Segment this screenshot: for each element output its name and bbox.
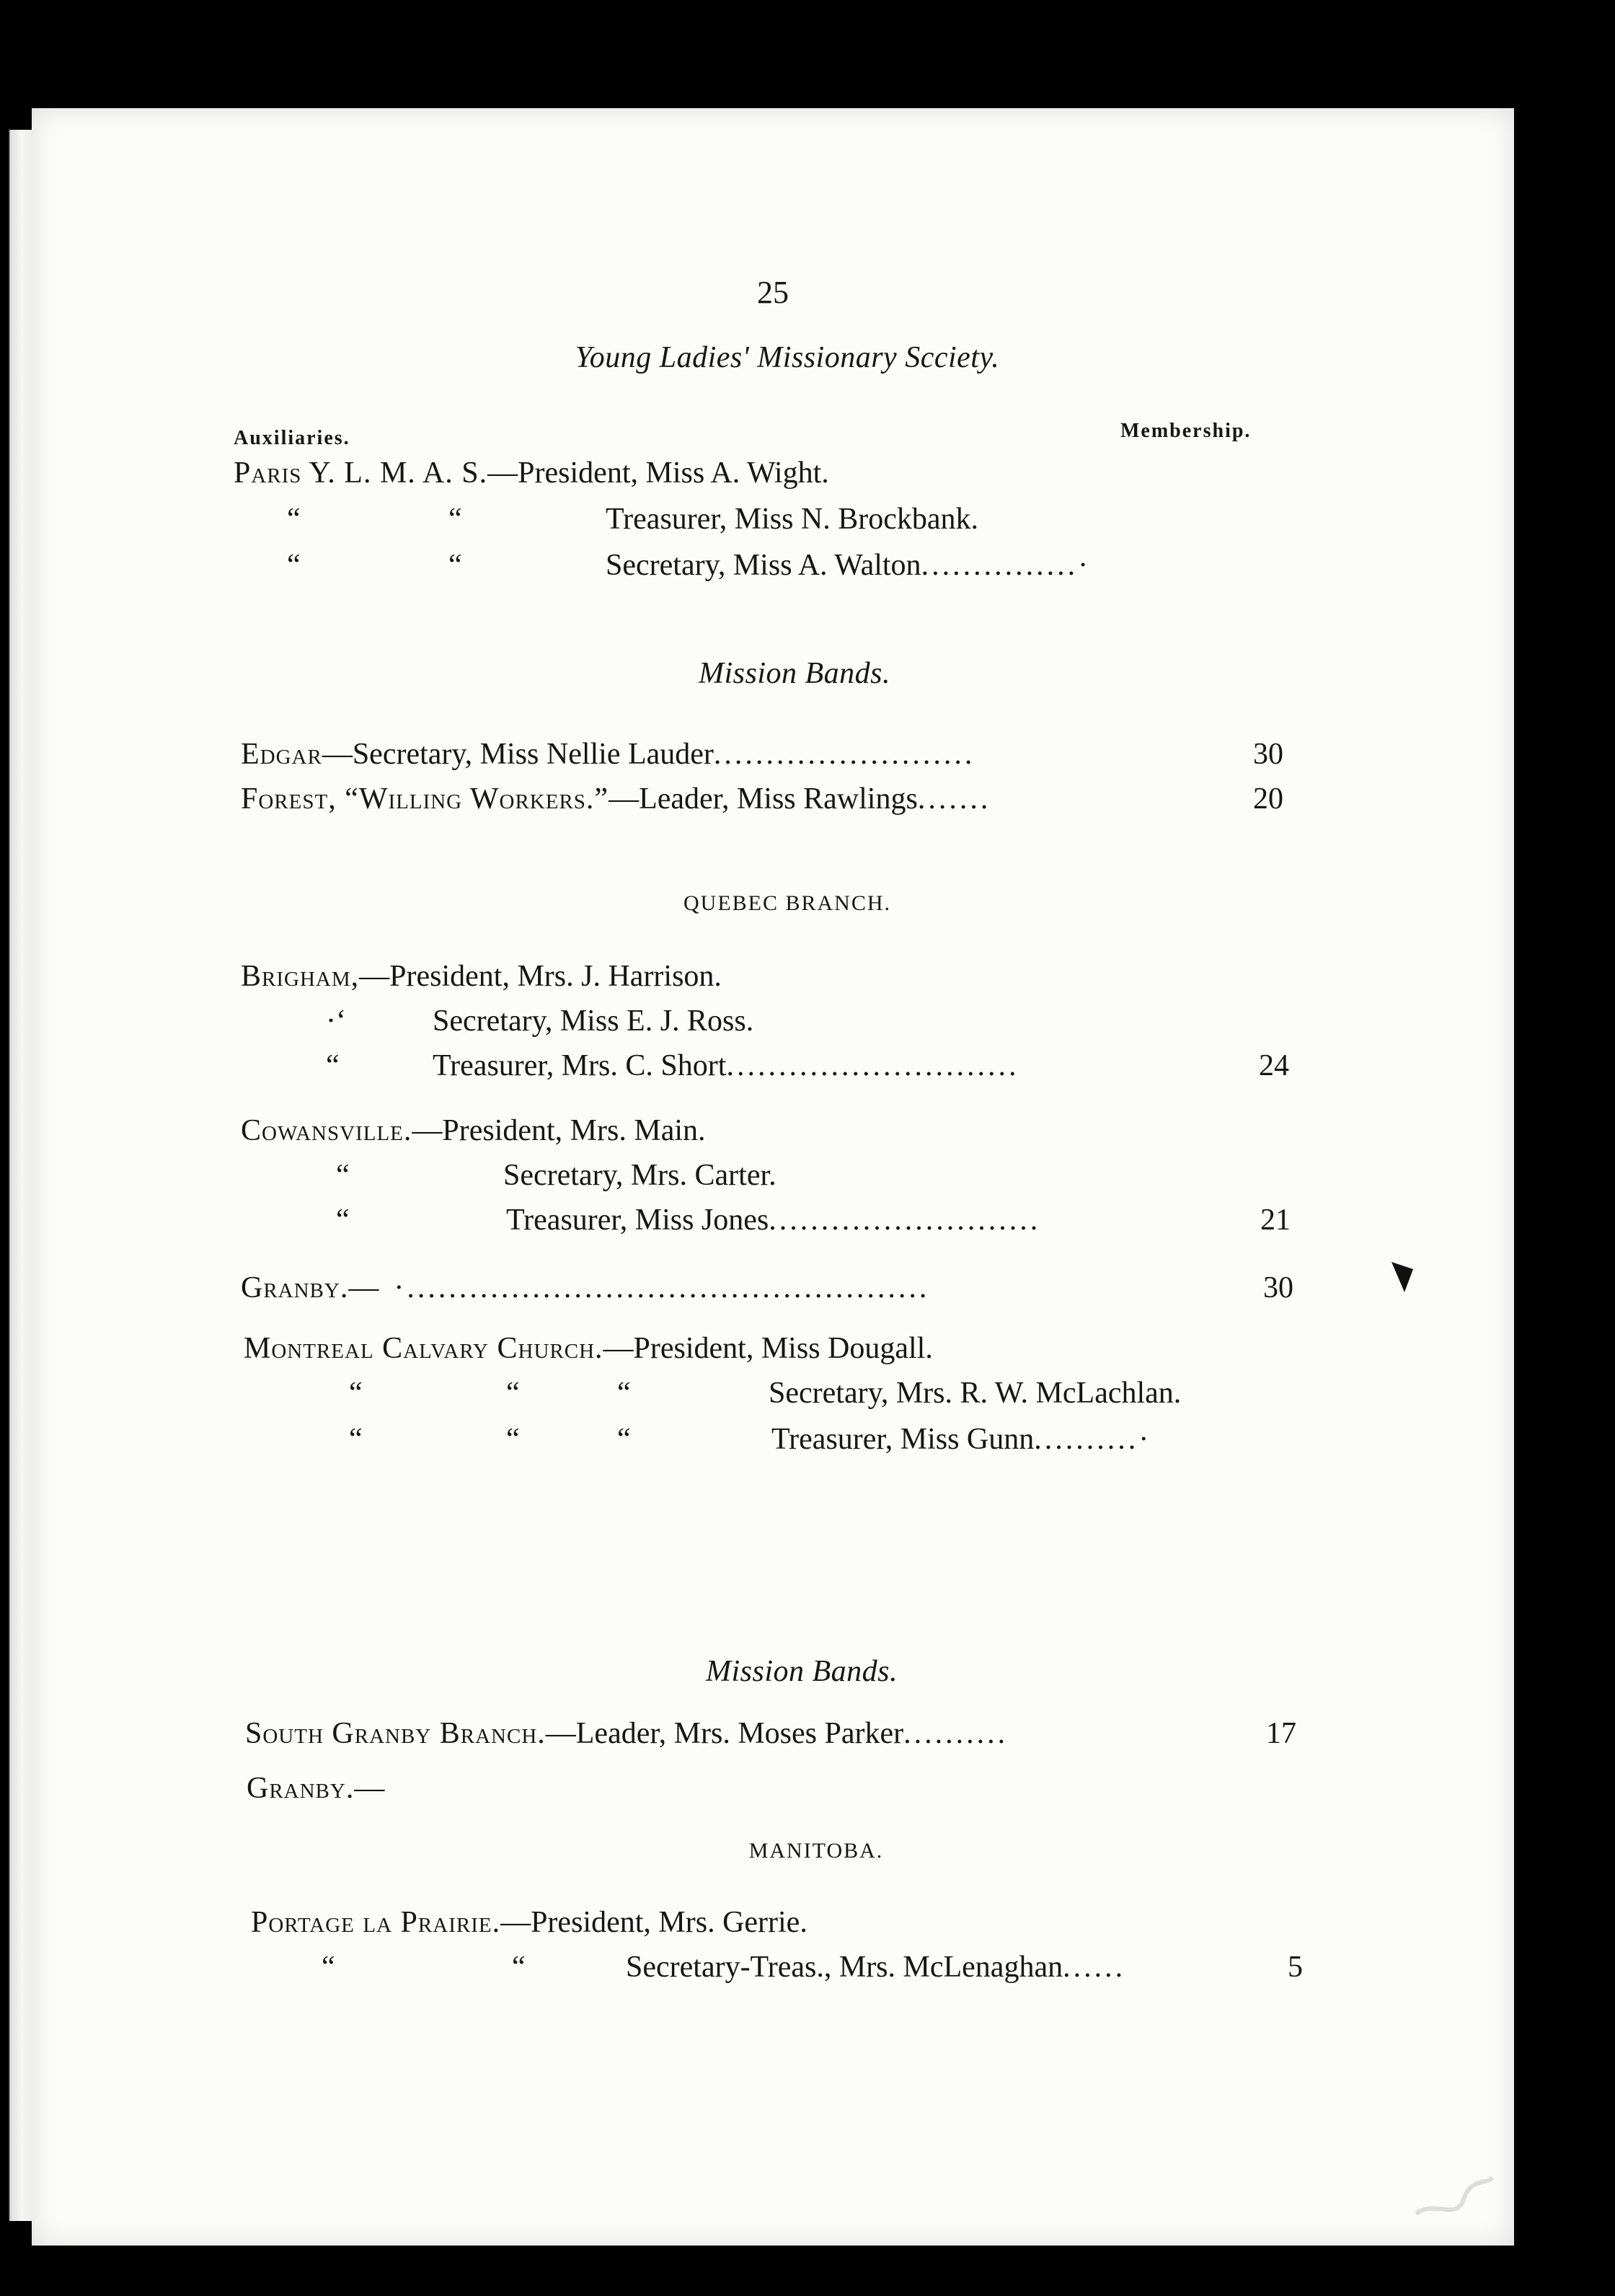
portage-leader-dots: ...... [1063, 1951, 1126, 1984]
brigham-treasurer-line [433, 1046, 1019, 1086]
edgar-text: —Secretary, Miss Nellie Lauder [322, 738, 714, 771]
cowansville-entry [241, 1111, 706, 1151]
section-title-quebec-branch: QUEBEC BRANCH. [683, 891, 892, 915]
south-granby-leader-dots: .......... [903, 1717, 1009, 1750]
paris-ditto-2b: “ [448, 549, 462, 582]
granby-dash: — [348, 1271, 379, 1304]
cowansville-treasurer-line [506, 1200, 1040, 1240]
brigham-ditto-2: “ [326, 1049, 340, 1082]
granby-2-name: Granby. [247, 1772, 355, 1805]
portage-count: 5 [1288, 1951, 1303, 1984]
section-title-manitoba: MANITOBA. [748, 1839, 884, 1863]
brigham-treasurer: Treasurer, Mrs. C. Short [433, 1049, 727, 1082]
brigham-ditto-1: ·‘ [326, 1004, 346, 1038]
brigham-leader-dots: ............................ [726, 1049, 1019, 1082]
forest-leader-dots: ....... [917, 782, 991, 816]
column-head-auxiliaries: Auxiliaries. [234, 427, 350, 449]
brigham-entry [241, 956, 722, 997]
granby-leader-dots: ·.................................................. [394, 1271, 930, 1304]
paris-entry [234, 453, 829, 493]
scan-blemish-mark [1384, 1255, 1428, 1298]
paris-treasurer: Treasurer, Miss N. Brockbank. [606, 503, 979, 536]
edgar-leader-dots: ......................... [713, 738, 975, 771]
paris-ditto-1a: “ [287, 503, 301, 536]
portage-name: Portage la Prairie. [251, 1906, 501, 1939]
montreal-name: Montreal Calvary Church. [244, 1332, 603, 1365]
brigham-secretary: Secretary, Miss E. J. Ross. [433, 1004, 754, 1038]
granby-2-entry [247, 1768, 384, 1809]
paris-secretary-line [606, 545, 1091, 586]
montreal-ditto-1a: “ [349, 1377, 363, 1410]
south-granby-count: 17 [1266, 1717, 1296, 1750]
montreal-ditto-1c: “ [617, 1377, 631, 1410]
edgar-name: Edgar [241, 738, 322, 771]
portage-president: —President, Mrs. Gerrie. [500, 1906, 808, 1939]
paris-name: Paris Y. L. M. A. S. [234, 456, 488, 490]
south-granby-entry [245, 1713, 1008, 1754]
south-granby-name: South Granby Branch. [245, 1717, 546, 1750]
portage-ditto-a: “ [322, 1951, 335, 1984]
paris-ditto-1b: “ [448, 503, 462, 536]
montreal-ditto-1b: “ [506, 1377, 520, 1410]
granby-name: Granby. [241, 1271, 349, 1304]
granby-count: 30 [1263, 1271, 1293, 1304]
montreal-ditto-2c: “ [617, 1423, 631, 1456]
montreal-entry [244, 1328, 933, 1369]
portage-sectreas: Secretary-Treas., Mrs. McLenaghan [626, 1951, 1063, 1984]
south-granby-text: —Leader, Mrs. Moses Parker [545, 1717, 904, 1750]
cowansville-president: —President, Mrs. Main. [412, 1114, 706, 1147]
montreal-secretary: Secretary, Mrs. R. W. McLachlan. [769, 1377, 1182, 1410]
montreal-treasurer: Treasurer, Miss Gunn [771, 1423, 1035, 1456]
montreal-president: —President, Miss Dougall. [603, 1332, 933, 1365]
forest-entry [241, 779, 991, 819]
paris-secretary: Secretary, Miss A. Walton [606, 549, 921, 582]
portage-sectreas-line [626, 1947, 1125, 1987]
brigham-president: —President, Mrs. J. Harrison. [359, 960, 722, 993]
montreal-treasurer-line [771, 1419, 1151, 1460]
cowansville-secretary: Secretary, Mrs. Carter. [503, 1159, 776, 1192]
cowansville-leader-dots: .......................... [769, 1204, 1041, 1237]
forest-name: Forest, “Willing Workers.” [241, 782, 609, 816]
granby-entry [241, 1268, 929, 1308]
granby-2-dash: — [354, 1772, 385, 1805]
paris-dash: — [487, 456, 518, 490]
portage-ditto-b: “ [512, 1951, 526, 1984]
scan-corner-mark [1413, 2171, 1500, 2228]
cowansville-treasurer: Treasurer, Miss Jones [506, 1204, 769, 1237]
section-title-mission-bands-1: Mission Bands. [698, 657, 890, 690]
edgar-entry [241, 734, 975, 774]
cowansville-name: Cowansville. [241, 1114, 412, 1147]
page-number: 25 [757, 275, 789, 310]
forest-text: —Leader, Miss Rawlings [609, 782, 918, 816]
section-title-young-ladies: Young Ladies' Missionary Sсciety. [575, 341, 1000, 374]
forest-count: 20 [1253, 782, 1283, 816]
column-head-membership: Membership. [1120, 420, 1252, 442]
cowansville-ditto-1: “ [336, 1159, 350, 1192]
document-page [32, 108, 1514, 2246]
section-title-mission-bands-2: Mission Bands. [705, 1655, 898, 1688]
paris-leader-dots: ...............· [921, 549, 1092, 582]
cowansville-ditto-2: “ [336, 1204, 350, 1237]
montreal-ditto-2b: “ [506, 1423, 520, 1456]
cowansville-count: 21 [1260, 1204, 1291, 1237]
edgar-count: 30 [1253, 738, 1283, 771]
book-gutter [0, 130, 32, 2221]
brigham-name: Brigham, [241, 960, 360, 993]
paris-ditto-2a: “ [287, 549, 301, 582]
montreal-leader-dots: ..........· [1034, 1423, 1152, 1456]
brigham-count: 24 [1259, 1049, 1289, 1082]
paris-president: President, Miss A. Wight. [518, 456, 829, 490]
montreal-ditto-2a: “ [349, 1423, 363, 1456]
portage-entry [251, 1902, 808, 1943]
